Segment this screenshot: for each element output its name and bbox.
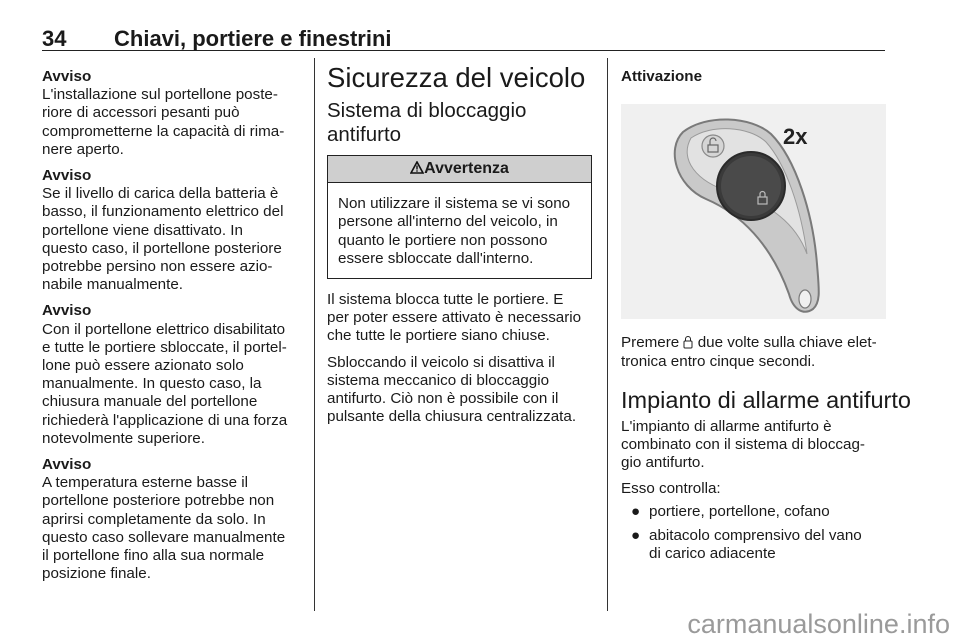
paragraph-line: pulsante della chiusura centralizzata. <box>327 408 577 426</box>
notice-line: comprometterne la capacità di rima- <box>42 122 285 140</box>
lock-icon <box>683 335 693 349</box>
paragraph <box>327 291 592 346</box>
notice-line: manualmente. In questo caso, la <box>42 375 262 393</box>
paragraph-line: per poter essere attivato è necessario <box>327 309 582 327</box>
notice-heading: Avviso <box>42 456 92 474</box>
warning-label: Avvertenza <box>424 160 509 177</box>
notice-line: aprirsi completamente da solo. In <box>42 510 266 528</box>
warning-line: Non utilizzare il sistema se vi sono <box>338 195 571 213</box>
notice-line: portellone posteriore potrebbe non <box>42 492 275 510</box>
list-item-text: di carico adiacente <box>649 545 776 563</box>
paragraph <box>621 418 891 473</box>
warning-box <box>327 155 592 279</box>
notice-line: portellone viene disattivato. In <box>42 221 243 239</box>
paragraph-line: L'impianto di allarme antifurto è <box>621 417 832 435</box>
warning-line: quanto le portiere non possono <box>338 231 548 249</box>
caption-line <box>621 334 891 352</box>
subsection-title-line: Sistema di bloccaggio <box>327 99 527 122</box>
notice-heading: Avviso <box>42 68 92 85</box>
paragraph <box>327 354 592 427</box>
notice <box>42 302 302 448</box>
notice-line: Con il portellone elettrico disabilitato <box>42 320 286 338</box>
notice-line: notevolmente superiore. <box>42 429 205 447</box>
notice-line: chiusura manuale del portellone <box>42 393 258 411</box>
page-header <box>42 26 885 51</box>
notice-line: lone può essere azionato solo <box>42 357 244 375</box>
caption-line: tronica entro cinque secondi. <box>621 352 816 370</box>
paragraph-line: sistema meccanico di bloccaggio <box>327 371 550 389</box>
column-1 <box>42 68 302 591</box>
notice-line: posizione finale. <box>42 565 151 583</box>
notice-line: il portellone fino alla sua normale <box>42 547 265 565</box>
paragraph-line: che tutte le portiere siano chiuse. <box>327 327 550 345</box>
notice-line: A temperatura esterne basse il <box>42 474 248 492</box>
column-divider-1 <box>314 58 315 611</box>
chapter-title: Chiavi, portiere e finestrini <box>114 26 392 51</box>
notice-line: Se il livello di carica della batteria è <box>42 185 279 203</box>
section-title-alarm: Impianto di allarme antifurto <box>621 386 911 413</box>
caption-text: Premere <box>621 334 684 352</box>
notice-line: potrebbe persino non essere azio- <box>42 258 273 276</box>
notice <box>42 68 302 159</box>
notice <box>42 167 302 294</box>
warning-triangle-icon <box>410 161 424 174</box>
paragraph-line: antifurto. Ciò non è possibile con il <box>327 390 559 408</box>
column-3 <box>621 68 911 569</box>
notice-line: riore di accessori pesanti può <box>42 104 240 122</box>
caption-text: due volte sulla chiave elet- <box>693 334 877 352</box>
notice-line: questo caso, il portellone posteriore <box>42 239 282 257</box>
list-item <box>621 503 891 521</box>
list-item <box>621 527 891 563</box>
paragraph-line: combinato con il sistema di bloccag- <box>621 436 865 454</box>
list-item-text: portiere, portellone, cofano <box>649 502 830 520</box>
subsection-title-line: antifurto <box>327 123 402 146</box>
notice-heading: Avviso <box>42 167 92 185</box>
controls-label: Esso controlla: <box>621 480 721 498</box>
bullet-list <box>621 503 891 564</box>
paragraph-line: Sbloccando il veicolo si disattiva il <box>327 353 555 371</box>
warning-header <box>328 156 591 183</box>
notice-line: richiederà l'applicazione di una forza <box>42 411 288 429</box>
warning-line: persone all'interno del veicolo, in <box>338 213 558 231</box>
notice-line: nabile manualmente. <box>42 276 183 294</box>
paragraph-line: gio antifurto. <box>621 454 705 472</box>
paragraph-line: Il sistema blocca tutte le portiere. E <box>327 291 564 309</box>
warning-line: essere sbloccate dall'interno. <box>338 249 534 267</box>
column-divider-2 <box>607 58 608 611</box>
bullet-icon: ● <box>631 526 641 544</box>
subheading-attivazione: Attivazione <box>621 68 703 85</box>
notice-line: nere aperto. <box>42 140 124 158</box>
list-item-text: abitacolo comprensivo del vano <box>649 526 862 544</box>
page-number: 34 <box>42 26 67 51</box>
watermark: carmanualsonline.info <box>687 609 950 639</box>
bullet-icon: ● <box>631 502 641 520</box>
subsection-title <box>327 99 592 147</box>
column-2 <box>327 62 592 434</box>
notice-line: e tutte le portiere sbloccate, il portel- <box>42 338 287 356</box>
notice-line: L'installazione sul portellone poste- <box>42 86 278 104</box>
warning-body <box>328 183 591 278</box>
notice-line: questo caso sollevare manualmente <box>42 528 286 546</box>
press-twice-label: 2x <box>783 124 808 150</box>
notice <box>42 456 302 583</box>
notice-line: basso, il funzionamento elettrico del <box>42 203 284 221</box>
smart-key-illustration <box>621 104 886 319</box>
section-title: Sicurezza del veicolo <box>327 62 586 93</box>
caption <box>621 334 891 370</box>
notice-heading: Avviso <box>42 302 92 320</box>
